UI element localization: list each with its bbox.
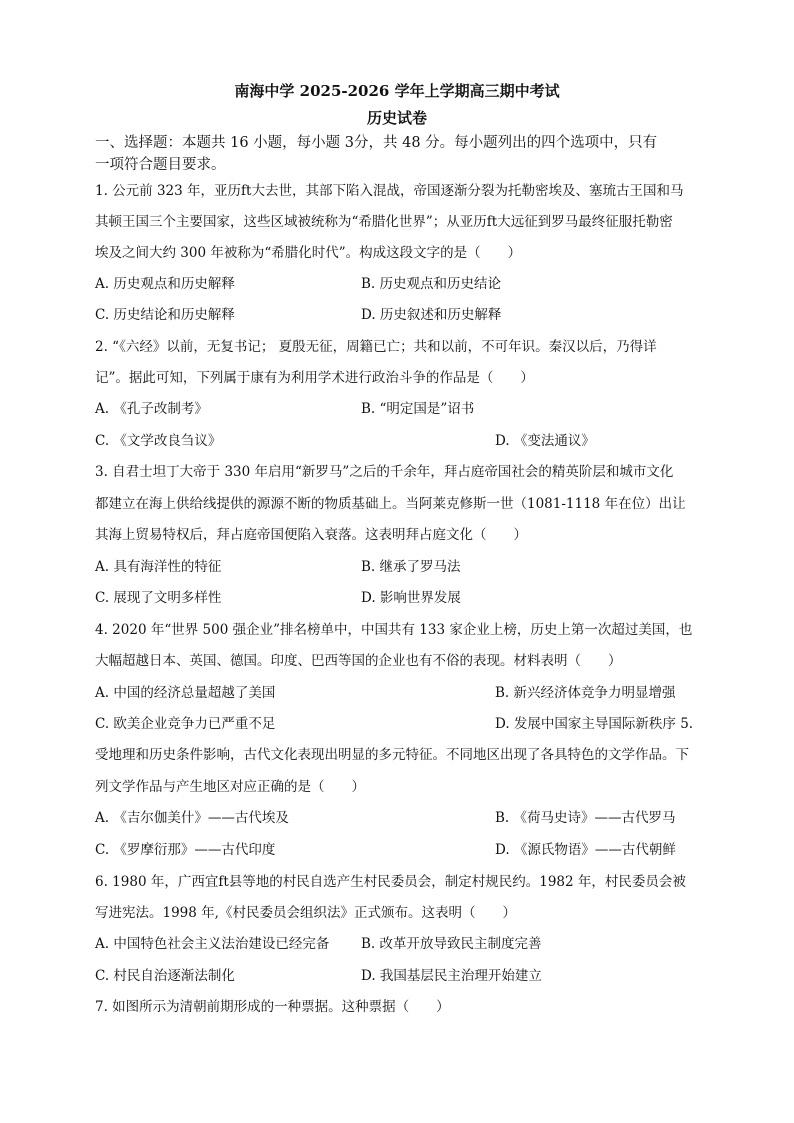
q3-stem-line-1: 3. 自君士坦丁大帝于 330 年启用“新罗马”之后的千余年，拜占庭帝国社会的精英阶层和城市文化 <box>95 464 674 480</box>
section-instruction-line-1: 一、选择题：本题共 16 小题，每小题 3分，共 48 分。每小题列出的四个选项中，只有 <box>95 135 658 151</box>
q3-option-a[interactable]: A. 具有海洋性的特征 <box>95 559 222 575</box>
q4-option-c[interactable]: C. 欧美企业竞争力已严重不足 <box>95 716 276 732</box>
q7-stem-line-1: 7. 如图所示为清朝前期形成的一种票据。这种票据（ ） <box>95 999 450 1015</box>
q1-option-b[interactable]: B. 历史观点和历史结论 <box>361 276 502 292</box>
q5-option-d[interactable]: D. 《源氏物语》——古代朝鲜 <box>495 842 676 858</box>
q1-option-c[interactable]: C. 历史结论和历史解释 <box>95 307 235 323</box>
q1-option-d[interactable]: D. 历史叙述和历史解释 <box>361 307 502 323</box>
q2-stem-line-1: 2. “《六经》以前，无复书记； 夏殷无征，周籍已亡；共和以前，不可年识。秦汉以后，乃得详 <box>95 339 657 355</box>
q5-option-b[interactable]: B. 《荷马史诗》——古代罗马 <box>495 810 676 826</box>
q5-option-c[interactable]: C. 《罗摩衍那》——古代印度 <box>95 842 276 858</box>
q1-stem-line-3: 埃及之间大约 300 年被称为“希腊化时代”。构成这段文字的是（ ） <box>95 245 522 261</box>
q2-option-c[interactable]: C. 《文学改良刍议》 <box>95 433 222 449</box>
q6-option-d[interactable]: D. 我国基层民主治理开始建立 <box>361 968 542 984</box>
q2-option-b[interactable]: B. “明定国是”诏书 <box>361 401 475 417</box>
q3-option-c[interactable]: C. 展现了文明多样性 <box>95 590 222 606</box>
q4-stem-line-2: 大幅超越日本、英国、德国。印度、巴西等国的企业也有不俗的表现。材料表明（ ） <box>95 653 622 669</box>
q6-stem-line-2: 写进宪法。1998 年,《村民委员会组织法》正式颁布。这表明（ ） <box>95 905 516 921</box>
q5-stem-line-2: 列文学作品与产生地区对应正确的是（ ） <box>95 779 365 795</box>
q4-option-d[interactable]: D. 发展中国家主导国际新秩序 5. <box>495 716 694 732</box>
q5-option-a[interactable]: A. 《吉尔伽美什》——古代埃及 <box>95 810 289 826</box>
q6-stem-line-1: 6. 1980 年，广西宜ft县等地的村民自选产生村民委员会，制定村规民约。1982 年，村民委员会被 <box>95 874 686 890</box>
q4-option-b[interactable]: B. 新兴经济体竞争力明显增强 <box>495 685 676 701</box>
q1-stem-line-1: 1. 公元前 323 年，亚历ft大去世，其部下陷入混战，帝国逐渐分裂为托勒密埃及、塞琉古王国和马 <box>95 183 684 199</box>
q3-stem-line-2: 都建立在海上供给线提供的源源不断的物质基础上。当阿莱克修斯一世（1081-1118 年在位）出让 <box>95 496 686 512</box>
q2-option-a[interactable]: A. 《孔子改制考》 <box>95 401 208 417</box>
q1-option-a[interactable]: A. 历史观点和历史解释 <box>95 276 235 292</box>
section-instruction-line-2: 一项符合题目要求。 <box>95 157 226 173</box>
q3-option-b[interactable]: B. 继承了罗马法 <box>361 559 461 575</box>
q2-stem-line-2: 记”。据此可知，下列属于康有为利用学术进行政治斗争的作品是（ ） <box>95 370 534 386</box>
q3-stem-line-3: 其海上贸易特权后，拜占庭帝国便陷入衰落。这表明拜占庭文化（ ） <box>95 527 527 543</box>
q4-stem-line-1: 4. 2020 年“世界 500 强企业”排名榜单中，中国共有 133 家企业上榜，历史上第一次超过美国，也 <box>95 622 693 638</box>
q6-option-a[interactable]: A. 中国特色社会主义法治建设已经完备 <box>95 936 330 952</box>
q6-option-b[interactable]: B. 改革开放导致民主制度完善 <box>361 936 542 952</box>
q5-stem-line-1: 受地理和历史条件影响，古代文化表现出明显的多元特征。不同地区出现了各具特色的文学作品。下 <box>95 747 689 763</box>
q2-option-d[interactable]: D. 《变法通议》 <box>495 433 595 449</box>
exam-subtitle: 历史试卷 <box>366 109 427 127</box>
q3-option-d[interactable]: D. 影响世界发展 <box>361 590 461 606</box>
q4-option-a[interactable]: A. 中国的经济总量超越了美国 <box>95 685 276 701</box>
q1-stem-line-2: 其顿王国三个主要国家，这些区域被统称为“希腊化世界”；从亚历ft大远征到罗马最终征服托勒密 <box>95 214 673 230</box>
exam-title: 南海中学 2025-2026 学年上学期高三期中考试 <box>234 82 560 100</box>
q6-option-c[interactable]: C. 村民自治逐渐法制化 <box>95 968 235 984</box>
